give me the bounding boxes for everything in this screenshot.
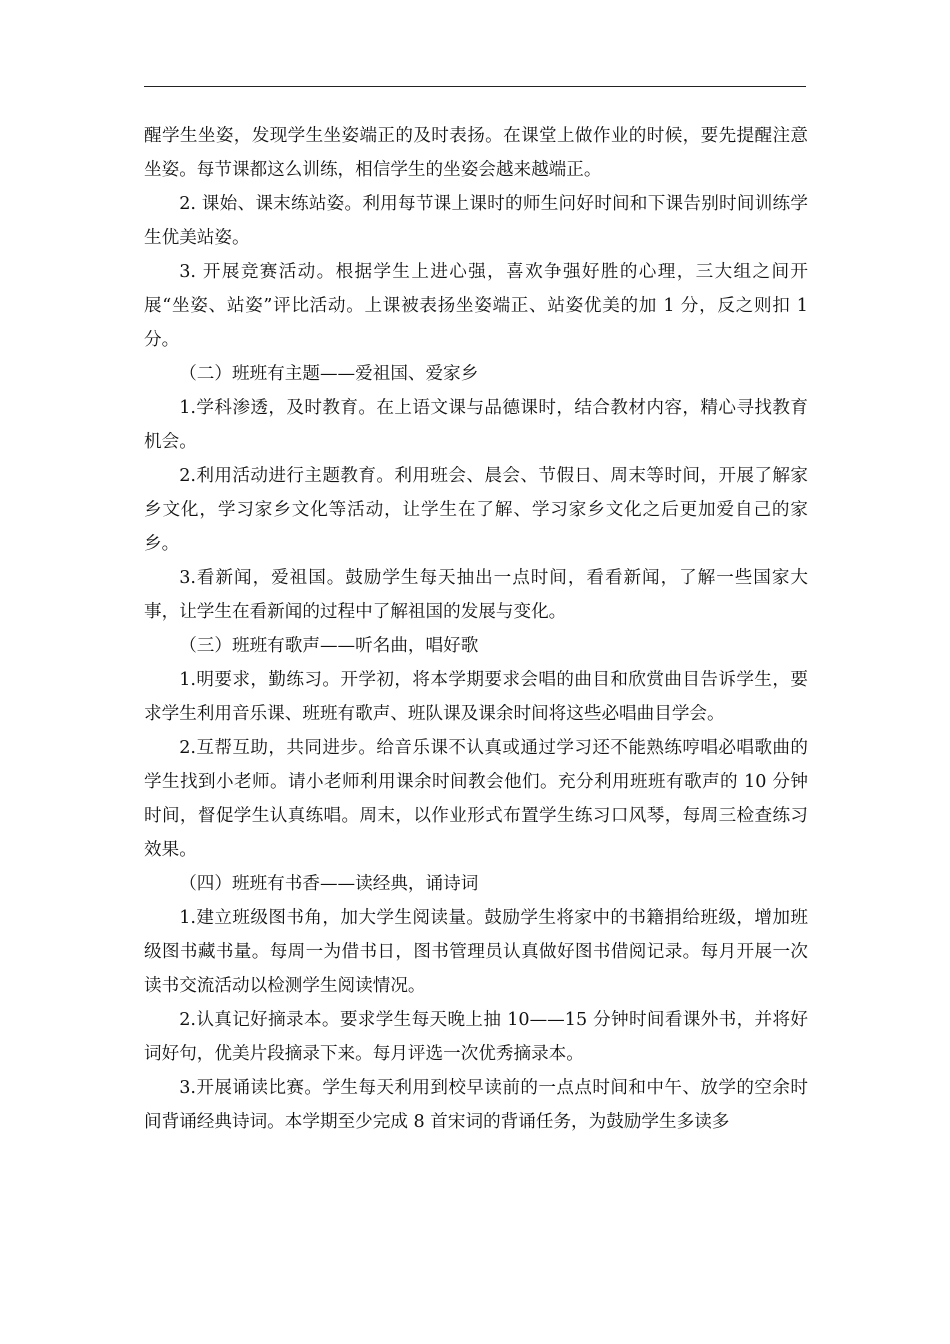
paragraph-song-requirements: 1.明要求，勤练习。开学初，将本学期要求会唱的曲目和欣赏曲目告诉学生，要求学生利用音乐课、班班有歌声、班队课及课余时间将这些必唱曲目学会。 xyxy=(144,670,808,724)
section-heading-theme: （二）班班有主题——爱祖国、爱家乡 xyxy=(179,364,479,384)
paragraph-watch-news: 3.看新闻，爱祖国。鼓励学生每天抽出一点时间，看看新闻，了解一些国家大事，让学生在看新闻的过程中了解祖国的发展与变化。 xyxy=(144,568,808,622)
paragraph-mutual-help: 2.互帮互助，共同进步。给音乐课不认真或通过学习还不能熟练哼唱必唱歌曲的学生找到小老师。请小老师利用课余时间教会他们。充分利用班班有歌声的 10 分钟时间，督促学生认真练唱。周末，以作业形式布置学生练习口风琴，每周三检查练习效果。 xyxy=(144,738,808,860)
paragraph-posture-continued: 醒学生坐姿，发现学生坐姿端正的及时表扬。在课堂上做作业的时候，要先提醒注意坐姿。每节课都这么训练，相信学生的坐姿会越来越端正。 xyxy=(144,126,808,180)
document-body xyxy=(144,119,808,1139)
section-heading-songs: （三）班班有歌声——听名曲，唱好歌 xyxy=(179,636,479,656)
paragraph-subject-integration: 1.学科渗透，及时教育。在上语文课与品德课时，结合教材内容，精心寻找教育机会。 xyxy=(144,398,808,452)
paragraph-recitation-contest: 3.开展诵读比赛。学生每天利用到校早读前的一点点时间和中午、放学的空余时间背诵经典诗词。本学期至少完成 8 首宋词的背诵任务，为鼓励学生多读多 xyxy=(144,1078,808,1132)
header-rule xyxy=(144,86,806,87)
paragraph-book-corner: 1.建立班级图书角，加大学生阅读量。鼓励学生将家中的书籍捐给班级，增加班级图书藏书量。每周一为借书日，图书管理员认真做好图书借阅记录。每月开展一次读书交流活动以检测学生阅读情况。 xyxy=(144,908,808,996)
paragraph-competition: 3. 开展竞赛活动。根据学生上进心强，喜欢争强好胜的心理，三大组之间开展“坐姿、站姿”评比活动。上课被表扬坐姿端正、站姿优美的加 1 分，反之则扣 1 分。 xyxy=(144,262,808,350)
paragraph-theme-activities: 2.利用活动进行主题教育。利用班会、晨会、节假日、周末等时间，开展了解家乡文化，学习家乡文化等活动，让学生在了解、学习家乡文化之后更加爱自己的家乡。 xyxy=(144,466,808,554)
paragraph-standing-posture: 2. 课始、课末练站姿。利用每节课上课时的师生问好时间和下课告别时间训练学生优美站姿。 xyxy=(144,194,808,248)
paragraph-excerpt-book: 2.认真记好摘录本。要求学生每天晚上抽 10——15 分钟时间看课外书，并将好词好句，优美片段摘录下来。每月评选一次优秀摘录本。 xyxy=(144,1010,808,1064)
section-heading-reading: （四）班班有书香——读经典，诵诗词 xyxy=(179,874,479,894)
